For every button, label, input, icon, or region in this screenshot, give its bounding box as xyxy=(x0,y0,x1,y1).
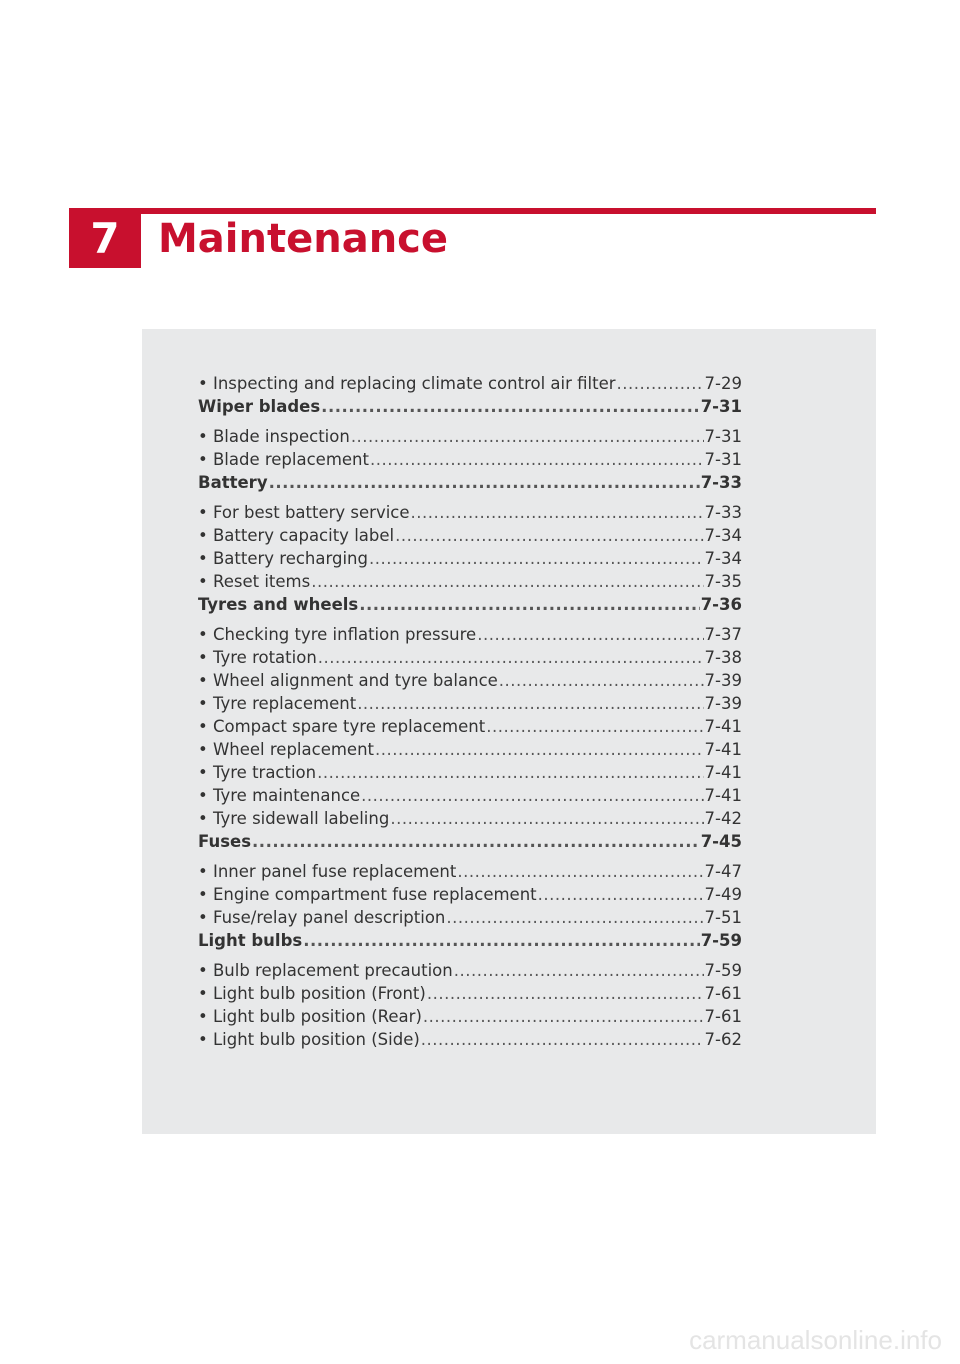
toc-label: • Light bulb position (Side) xyxy=(198,1030,420,1049)
toc-page-number: 7-41 xyxy=(704,717,742,736)
toc-entry[interactable] xyxy=(198,448,742,471)
toc-page-number: 7-39 xyxy=(704,671,742,690)
toc-page-number: 7-41 xyxy=(704,740,742,759)
toc-leader-dots xyxy=(390,807,703,830)
toc-leader-dots xyxy=(317,761,703,784)
toc-page-number: 7-59 xyxy=(700,931,742,950)
toc-page-number: 7-45 xyxy=(700,832,742,851)
toc-leader-dots xyxy=(477,623,703,646)
toc-label: • Battery capacity label xyxy=(198,526,395,545)
toc-panel xyxy=(142,329,876,1134)
toc-label: Tyres and wheels xyxy=(198,595,359,614)
toc-leader-dots xyxy=(375,738,704,761)
toc-page-number: 7-31 xyxy=(704,427,742,446)
toc-label: Light bulbs xyxy=(198,931,303,950)
toc-page-number: 7-41 xyxy=(704,786,742,805)
toc-entry[interactable] xyxy=(198,372,742,395)
toc-page-number: 7-33 xyxy=(704,503,742,522)
toc-page-number: 7-29 xyxy=(704,374,742,393)
toc-heading[interactable] xyxy=(198,471,742,501)
toc-leader-dots xyxy=(351,425,704,448)
toc-page-number: 7-59 xyxy=(704,961,742,980)
toc-leader-dots xyxy=(357,692,703,715)
toc-label: • Bulb replacement precaution xyxy=(198,961,453,980)
toc-page-number: 7-47 xyxy=(704,862,742,881)
toc-entry[interactable] xyxy=(198,646,742,669)
toc-page-number: 7-33 xyxy=(700,473,742,492)
toc-leader-dots xyxy=(321,395,700,418)
chapter-number: 7 xyxy=(69,208,141,268)
toc-leader-dots xyxy=(454,959,704,982)
toc-leader-dots xyxy=(457,860,703,883)
toc-page-number: 7-61 xyxy=(704,984,742,1003)
toc-leader-dots xyxy=(421,1028,704,1051)
toc-heading[interactable] xyxy=(198,593,742,623)
toc-leader-dots xyxy=(369,547,704,570)
toc-label: • Inspecting and replacing climate control air filter xyxy=(198,374,616,393)
toc-page-number: 7-49 xyxy=(704,885,742,904)
chapter-title: Maintenance xyxy=(158,216,449,262)
toc-leader-dots xyxy=(359,593,699,616)
toc-label: • Tyre sidewall labeling xyxy=(198,809,390,828)
toc-leader-dots xyxy=(538,883,704,906)
toc-label: • Tyre replacement xyxy=(198,694,357,713)
toc-leader-dots xyxy=(318,646,704,669)
watermark: carmanualsonline.info xyxy=(689,1325,942,1355)
toc-label: • Light bulb position (Front) xyxy=(198,984,426,1003)
toc-entry[interactable] xyxy=(198,784,742,807)
toc-label: • Tyre rotation xyxy=(198,648,317,667)
toc-entry[interactable] xyxy=(198,692,742,715)
toc-page-number: 7-34 xyxy=(704,549,742,568)
toc-label: • Blade inspection xyxy=(198,427,350,446)
toc-leader-dots xyxy=(269,471,700,494)
toc-page-number: 7-62 xyxy=(704,1030,742,1049)
toc-page-number: 7-31 xyxy=(700,397,742,416)
toc-label: • Blade replacement xyxy=(198,450,369,469)
toc-entry[interactable] xyxy=(198,761,742,784)
toc-page-number: 7-37 xyxy=(704,625,742,644)
toc-page-number: 7-31 xyxy=(704,450,742,469)
toc-leader-dots xyxy=(303,929,699,952)
toc-entry[interactable] xyxy=(198,715,742,738)
toc-heading[interactable] xyxy=(198,395,742,425)
toc-label: • For best battery service xyxy=(198,503,410,522)
toc-label: • Wheel alignment and tyre balance xyxy=(198,671,498,690)
toc-leader-dots xyxy=(427,982,704,1005)
toc-page-number: 7-61 xyxy=(704,1007,742,1026)
table-of-contents xyxy=(198,372,742,1051)
toc-label: • Light bulb position (Rear) xyxy=(198,1007,422,1026)
toc-heading[interactable] xyxy=(198,929,742,959)
toc-leader-dots xyxy=(370,448,704,471)
toc-page-number: 7-41 xyxy=(704,763,742,782)
toc-leader-dots xyxy=(617,372,704,395)
toc-leader-dots xyxy=(423,1005,704,1028)
toc-leader-dots xyxy=(499,669,704,692)
toc-leader-dots xyxy=(252,830,700,853)
toc-leader-dots xyxy=(486,715,703,738)
toc-entry[interactable] xyxy=(198,860,742,883)
toc-entry[interactable] xyxy=(198,807,742,830)
toc-label: Fuses xyxy=(198,832,252,851)
toc-page-number: 7-35 xyxy=(704,572,742,591)
toc-entry[interactable] xyxy=(198,959,742,982)
toc-label: • Fuse/relay panel description xyxy=(198,908,446,927)
toc-label: Wiper blades xyxy=(198,397,321,416)
toc-label: • Tyre maintenance xyxy=(198,786,361,805)
toc-entry[interactable] xyxy=(198,570,742,593)
toc-leader-dots xyxy=(395,524,703,547)
toc-entry[interactable] xyxy=(198,501,742,524)
toc-entry[interactable] xyxy=(198,906,742,929)
toc-leader-dots xyxy=(411,501,704,524)
toc-label: • Reset items xyxy=(198,572,311,591)
toc-label: • Tyre traction xyxy=(198,763,317,782)
toc-entry[interactable] xyxy=(198,623,742,646)
toc-page-number: 7-39 xyxy=(704,694,742,713)
toc-entry[interactable] xyxy=(198,1028,742,1051)
toc-leader-dots xyxy=(311,570,703,593)
toc-entry[interactable] xyxy=(198,982,742,1005)
toc-entry[interactable] xyxy=(198,524,742,547)
toc-entry[interactable] xyxy=(198,547,742,570)
toc-page-number: 7-51 xyxy=(704,908,742,927)
toc-leader-dots xyxy=(361,784,703,807)
toc-label: • Inner panel fuse replacement xyxy=(198,862,457,881)
toc-page-number: 7-38 xyxy=(704,648,742,667)
toc-leader-dots xyxy=(446,906,703,929)
toc-entry[interactable] xyxy=(198,738,742,761)
toc-label: • Compact spare tyre replacement xyxy=(198,717,486,736)
toc-page-number: 7-42 xyxy=(704,809,742,828)
toc-heading[interactable] xyxy=(198,830,742,860)
toc-label: • Wheel replacement xyxy=(198,740,374,759)
toc-entry[interactable] xyxy=(198,425,742,448)
toc-page-number: 7-36 xyxy=(700,595,742,614)
toc-label: • Checking tyre inflation pressure xyxy=(198,625,477,644)
toc-entry[interactable] xyxy=(198,1005,742,1028)
toc-label: • Engine compartment fuse replacement xyxy=(198,885,537,904)
toc-label: Battery xyxy=(198,473,268,492)
toc-label: • Battery recharging xyxy=(198,549,368,568)
toc-entry[interactable] xyxy=(198,669,742,692)
toc-page-number: 7-34 xyxy=(704,526,742,545)
toc-entry[interactable] xyxy=(198,883,742,906)
